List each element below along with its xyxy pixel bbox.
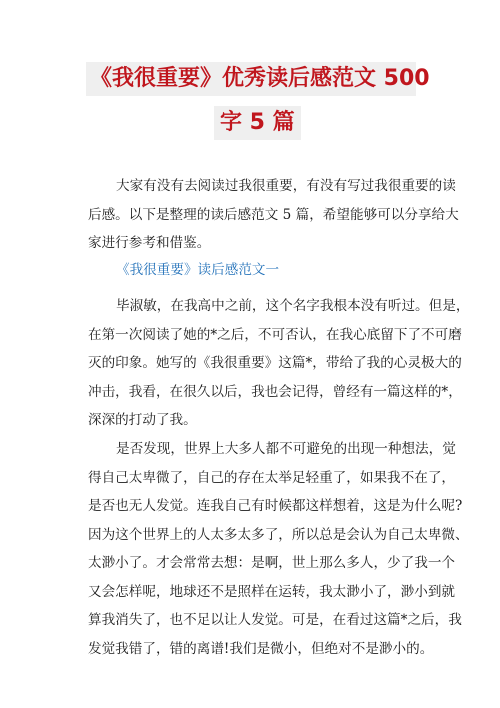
paragraph-line: 发觉我错了，错的离谱!我们是微小，但绝对不是渺小的。: [88, 640, 434, 657]
paragraph-line: 深深的打动了我。: [88, 412, 197, 428]
intro-paragraph: [88, 172, 459, 258]
paragraph-line: 是否发现，世界上大多人都不可避免的出现一种想法，觉: [116, 441, 456, 457]
intro-line: 家进行参考和借鉴。: [88, 235, 211, 251]
paragraph-line: 在第一次阅读了她的*之后，不可否认，在我心底留下了不可磨: [88, 326, 462, 343]
intro-line: 后感。以下是整理的读后感范文 5 篇，希望能够可以分享给大: [88, 206, 459, 223]
paragraph-line: 灭的印象。她写的《我很重要》这篇*，带给了我的心灵极大的: [88, 355, 462, 371]
paragraph-line: 冲击，我看，在很久以后，我也会记得，曾经有一篇这样的*，: [88, 383, 462, 400]
paragraph-line: 因为这个世界上的人太多太多了，所以总是会认为自己太卑微、: [88, 526, 469, 543]
paragraph-line: 太渺小了。才会常常去想：是啊，世上那么多人，少了我一个: [88, 555, 456, 571]
title-line-1: 《我很重要》优秀读后感范文 500: [86, 62, 416, 96]
paragraph-line: 算我消失了，也不足以让人发觉。可是，在看过这篇*之后，我: [88, 612, 462, 628]
body-paragraph-1: [88, 292, 470, 435]
intro-line: 大家有没有去阅读过我很重要，有没有写过我很重要的读: [116, 178, 456, 194]
body-paragraph-2: [88, 435, 469, 663]
paragraph-line: 毕淑敏，在我高中之前，这个名字我根本没有听过。但是，: [116, 298, 470, 314]
paragraph-line: 又会怎样呢，地球还不是照样在运转，我太渺小了，渺小到就: [88, 583, 456, 600]
paragraph-line: 得自己太卑微了，自己的存在太举足轻重了，如果我不在了，: [88, 469, 456, 486]
section-heading: 《我很重要》读后感范文一: [116, 262, 280, 278]
title-line-2: 字 5 篇: [214, 106, 301, 140]
paragraph-line: 是否也无人发觉。连我自己有时候都这样想着，这是为什么呢?: [88, 498, 463, 514]
